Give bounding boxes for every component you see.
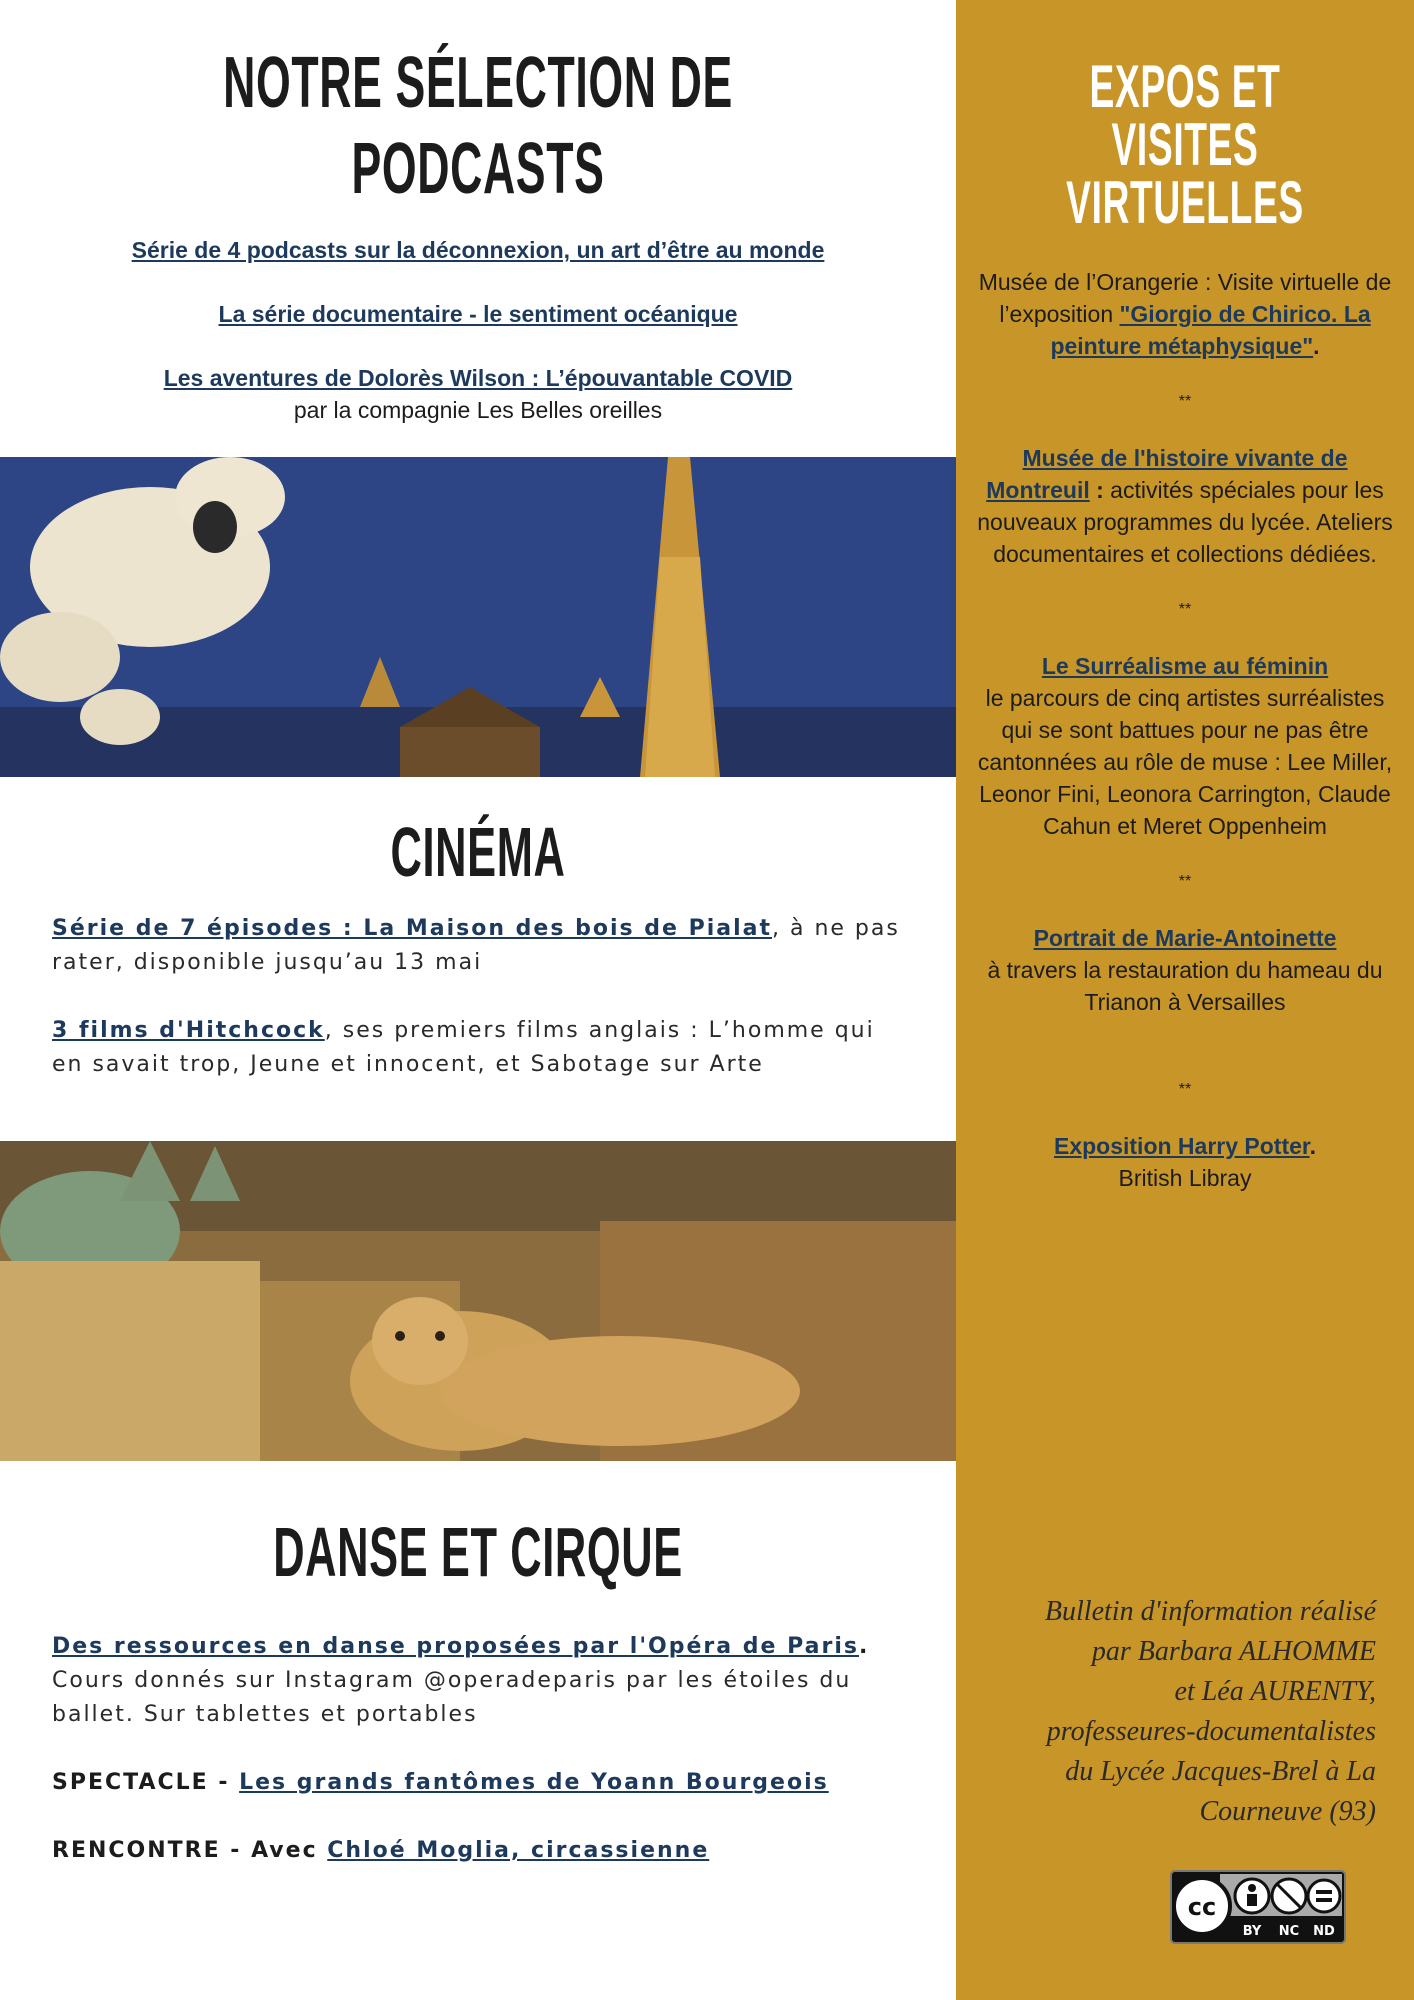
expo-item-orangerie (976, 266, 1394, 362)
expo-text-surrealisme: le parcours de cinq artistes surréalistes qui se sont battues pour ne pas être cantonnées au rôle de muse : Lee Miller, Leonor Fini, Leonora Carrington, Claude Cahun et Meret Oppenheim (977, 685, 1393, 839)
podcasts-title: NOTRE SÉLECTION DE PODCASTS (223, 43, 733, 209)
credits-line: Courneuve (93) (1199, 1796, 1376, 1827)
credits-line: Bulletin d'information réalisé (1044, 1596, 1376, 1627)
expo-item-montreuil (976, 442, 1394, 570)
city-leopard-illustration (0, 1141, 956, 1461)
expos-title-wrap (956, 53, 1414, 236)
podcast-note: par la compagnie Les Belles oreilles (293, 397, 663, 423)
credits-line: et Léa AURENTY, (1174, 1676, 1376, 1707)
expo-link-chirico[interactable]: "Giorgio de Chirico. La peinture métaphysique" (1050, 301, 1371, 359)
podcast-link-sentiment-oceanique[interactable]: La série documentaire - le sentiment océanique (218, 301, 738, 327)
expo-end-orangerie: . (1313, 333, 1320, 359)
expos-list (976, 266, 1394, 1194)
expo-separator: ** (1178, 393, 1192, 410)
nd-label: ND (1313, 1924, 1335, 1939)
expo-separator: ** (1178, 873, 1192, 890)
danse-dot: . (858, 1634, 870, 1659)
expos-title: EXPOS ET VISITES VIRTUELLES (1066, 53, 1304, 236)
rencontre-label: RENCONTRE - Avec (52, 1838, 328, 1863)
cinema-link-pialat[interactable]: Série de 7 épisodes : La Maison des bois de Pialat (52, 916, 772, 941)
expo-text-marie-antoinette: à travers la restauration du hameau du Trianon à Versailles (987, 957, 1383, 1015)
cinema-link-hitchcock[interactable]: 3 films d'Hitchcock (52, 1018, 325, 1043)
credits-line: professeures-documentalistes (1046, 1716, 1376, 1747)
danse-link-opera[interactable]: Des ressources en danse proposées par l'Opéra de Paris (52, 1634, 859, 1659)
expo-text-orangerie: Musée de l’Orangerie : Visite virtuelle de l’exposition (978, 269, 1392, 327)
cinema-text-pialat: , à ne pas rater, disponible jusqu’au 13 mai (52, 916, 900, 975)
expo-separator: ** (1178, 601, 1192, 618)
credits-line: du Lycée Jacques-Brel à La (1065, 1756, 1376, 1787)
cc-text: cc (1187, 1893, 1217, 1921)
danse-title: DANSE ET CIRQUE (273, 1513, 683, 1591)
expo-colon-montreuil: : (1089, 477, 1104, 503)
sidebar-expos (956, 0, 1414, 2000)
credits (976, 1592, 1376, 1832)
danse-link-chloe-moglia[interactable]: Chloé Moglia, circassienne (327, 1838, 710, 1863)
nc-label: NC (1278, 1924, 1300, 1939)
expo-link-marie-antoinette[interactable]: Portrait de Marie-Antoinette (1033, 925, 1337, 951)
expo-separator: ** (1178, 1081, 1192, 1098)
expo-text-harry-potter: British Libray (1118, 1165, 1252, 1191)
collage-image-cathedral-gibbon (0, 457, 956, 777)
expo-end-harry-potter: . (1309, 1133, 1316, 1159)
expo-link-surrealisme[interactable]: Le Surréalisme au féminin (1041, 653, 1329, 679)
cinema-title: CINÉMA (390, 813, 566, 891)
podcasts-section (0, 40, 956, 522)
cc-license-badge (1170, 1870, 1346, 1944)
expo-item-marie-antoinette (976, 922, 1394, 954)
expo-link-montreuil[interactable]: Musée de l'histoire vivante de Montreuil (986, 445, 1348, 503)
podcast-link-dolores-wilson[interactable]: Les aventures de Dolorès Wilson : L’épouvantable COVID (163, 365, 793, 391)
danse-text-opera: Cours donnés sur Instagram @operadeparis par les étoiles du ballet. Sur tablettes et portables (52, 1668, 852, 1727)
spectacle-label: SPECTACLE - (52, 1770, 240, 1795)
podcast-link-deconnexion[interactable]: Série de 4 podcasts sur la déconnexion, un art d’être au monde (131, 237, 825, 263)
expo-link-harry-potter[interactable]: Exposition Harry Potter (1053, 1133, 1310, 1159)
expo-item-surrealisme (976, 650, 1394, 682)
danse-link-yoann-bourgeois[interactable]: Les grands fantômes de Yoann Bourgeois (239, 1770, 829, 1795)
cinema-text-hitchcock: , ses premiers films anglais : L’homme qui en savait trop, Jeune et innocent, et Sabotage sur Arte (52, 1018, 875, 1077)
nd-icon (1308, 1880, 1340, 1912)
cinema-section (0, 810, 956, 1116)
by-label: BY (1242, 1924, 1262, 1939)
expo-item-harry-potter (976, 1130, 1394, 1162)
danse-section (0, 1510, 956, 1902)
expo-text-montreuil: activités spéciales pour les nouveaux programmes du lycée. Ateliers documentaires et collections dédiées. (977, 477, 1393, 567)
credits-line: par Barbara ALHOMME (1091, 1636, 1376, 1667)
collage-image-city-leopard (0, 1141, 956, 1461)
cathedral-collage-illustration (0, 457, 956, 777)
